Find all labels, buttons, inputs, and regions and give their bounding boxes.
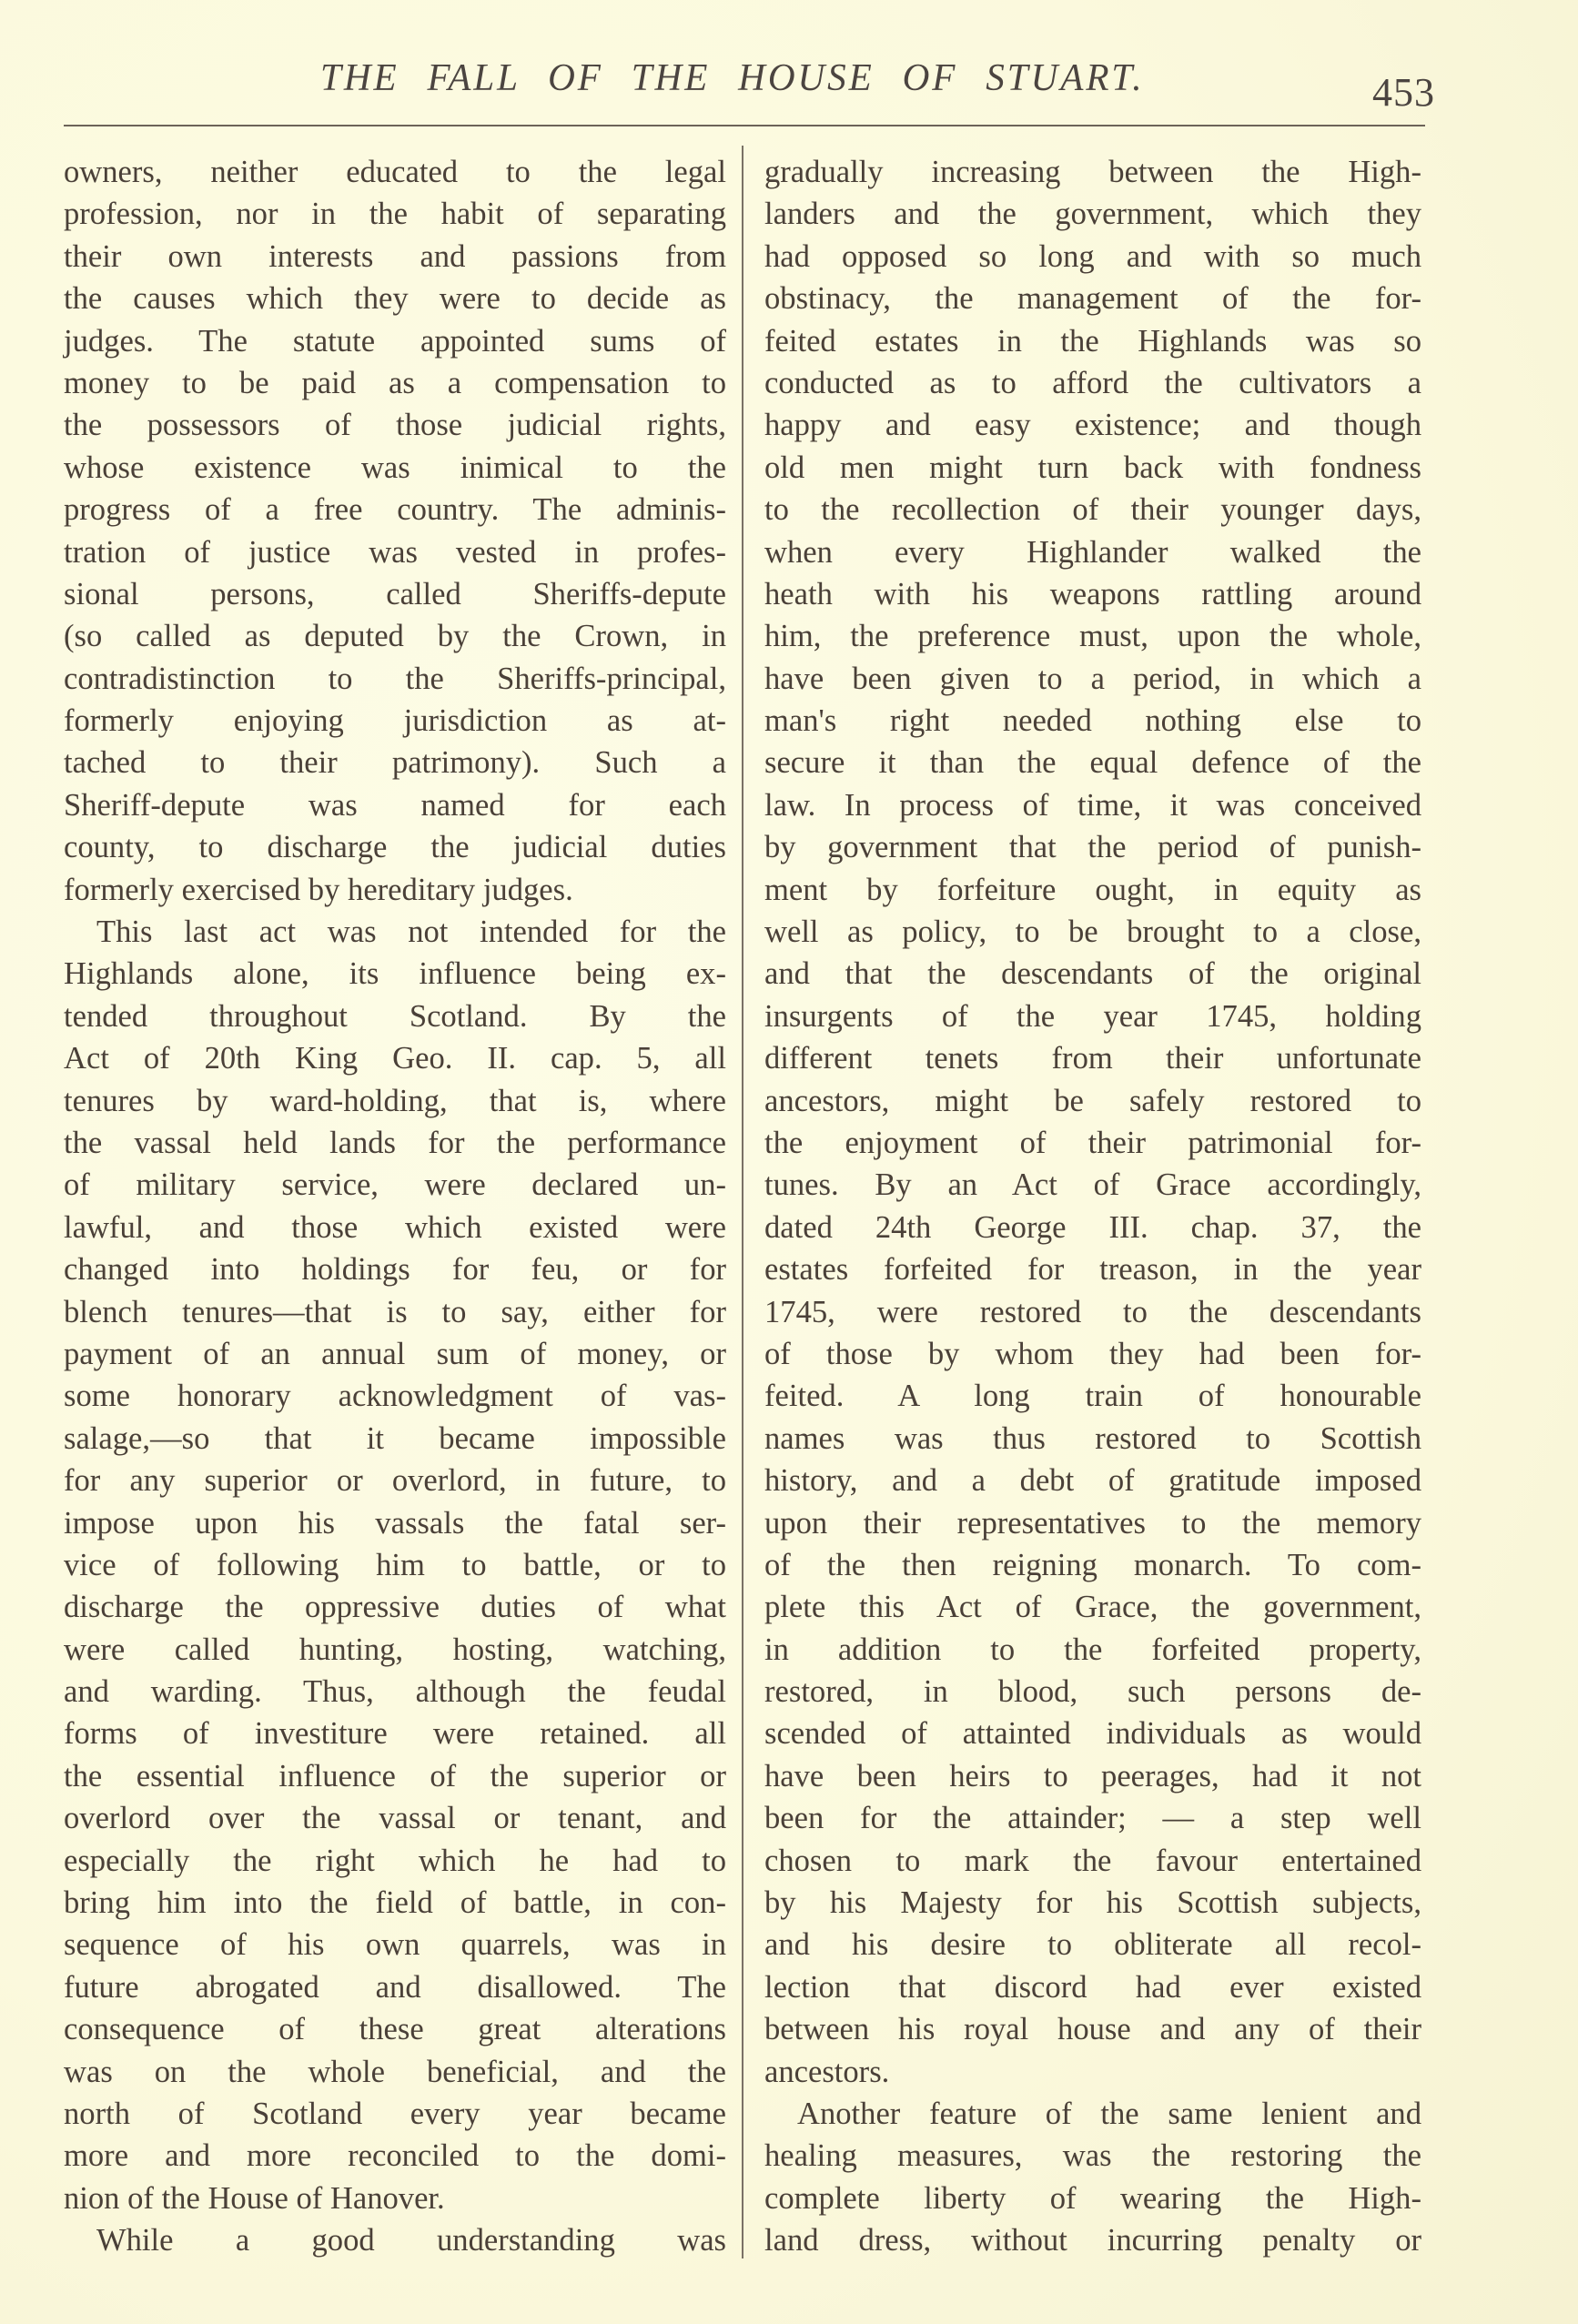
text-line: by government that the period of punish-: [764, 830, 1421, 865]
text-line: scended of attainted individuals as would: [764, 1716, 1421, 1752]
left-column: [64, 151, 726, 2262]
text-line: profession, nor in the habit of separating: [64, 197, 726, 232]
text-line: salage,—so that it became impossible: [64, 1420, 726, 1456]
text-line: old men might turn back with fondness: [764, 450, 1421, 485]
text-line: feited estates in the Highlands was so: [764, 323, 1421, 359]
text-line: land dress, without incurring penalty or: [764, 2223, 1421, 2258]
text-line: the enjoyment of their patrimonial for-: [764, 1125, 1421, 1160]
text-line: upon their representatives to the memory: [764, 1505, 1421, 1541]
text-line: plete this Act of Grace, the government,: [764, 1590, 1421, 1625]
text-line: blench tenures—that is to say, either for: [64, 1294, 726, 1329]
text-line: payment of an annual sum of money, or: [64, 1336, 726, 1371]
text-line: were called hunting, hosting, watching,: [64, 1632, 726, 1667]
text-line: the causes which they were to decide as: [64, 281, 726, 317]
text-line: county, to discharge the judicial duties: [64, 830, 726, 865]
text-line: healing measures, was the restoring the: [764, 2138, 1421, 2174]
text-line: sequence of his own quarrels, was in: [64, 1927, 726, 1963]
text-line: more and more reconciled to the domi-: [64, 2138, 726, 2174]
right-column: [764, 151, 1421, 2262]
text-line: for any superior or overlord, in future, to: [64, 1463, 726, 1499]
text-line: especially the right which he had to: [64, 1843, 726, 1878]
text-line: and his desire to obliterate all recol-: [764, 1927, 1421, 1963]
text-line: tached to their patrimony). Such a: [64, 745, 726, 781]
text-line: gradually increasing between the High-: [764, 155, 1421, 189]
text-line: well as policy, to be brought to a close,: [764, 914, 1421, 950]
text-line: future abrogated and disallowed. The: [64, 1969, 726, 2005]
text-line: insurgents of the year 1745, holding: [764, 998, 1421, 1034]
text-line: feited. A long train of honourable: [764, 1379, 1421, 1414]
text-line: nion of the House of Hanover.: [64, 2180, 445, 2216]
text-line: forms of investiture were retained. all: [64, 1716, 726, 1752]
text-line: tended throughout Scotland. By the: [64, 998, 726, 1034]
text-line: Act of 20th King Geo. II. cap. 5, all: [64, 1041, 726, 1076]
text-line: ment by forfeiture ought, in equity as: [764, 872, 1421, 907]
text-line: to the recollection of their younger days,: [764, 492, 1421, 528]
text-line: (so called as deputed by the Crown, in: [64, 619, 726, 654]
text-line: between his royal house and any of their: [764, 2012, 1421, 2047]
text-line: and that the descendants of the original: [764, 956, 1421, 992]
text-line: bring him into the field of battle, in con-: [64, 1885, 726, 1921]
text-line: money to be paid as a compensation to: [64, 365, 726, 400]
text-line: chosen to mark the favour entertained: [764, 1843, 1421, 1878]
text-line: ancestors.: [764, 2054, 890, 2089]
text-line: dated 24th George III. chap. 37, the: [764, 1209, 1421, 1245]
text-line: by his Majesty for his Scottish subjects,: [764, 1885, 1421, 1921]
text-line: discharge the oppressive duties of what: [64, 1590, 726, 1625]
text-line: and warding. Thus, although the feudal: [64, 1674, 726, 1710]
text-line: happy and easy existence; and though: [764, 408, 1421, 443]
text-line: secure it than the equal defence of the: [764, 745, 1421, 781]
text-line: when every Highlander walked the: [764, 534, 1421, 570]
text-line: contradistinction to the Sheriffs-principal,: [64, 661, 726, 696]
text-line: had opposed so long and with so much: [764, 238, 1421, 274]
text-line: been for the attainder; — a step well: [764, 1801, 1421, 1836]
text-line: heath with his weapons rattling around: [764, 576, 1421, 611]
text-line: have been given to a period, in which a: [764, 661, 1421, 696]
text-line: restored, in blood, such persons de-: [764, 1674, 1421, 1710]
text-line: whose existence was inimical to the: [64, 450, 726, 485]
text-line: of the then reigning monarch. To com-: [764, 1547, 1421, 1582]
text-line: judges. The statute appointed sums of: [64, 323, 726, 359]
text-line: formerly enjoying jurisdiction as at-: [64, 703, 726, 739]
text-line: man's right needed nothing else to: [764, 703, 1421, 739]
text-line: north of Scotland every year became: [64, 2096, 726, 2131]
header-rule: [64, 125, 1425, 126]
text-line: 1745, were restored to the descendants: [764, 1294, 1421, 1329]
text-line: complete liberty of wearing the High-: [764, 2180, 1421, 2216]
text-line: sional persons, called Sheriffs-depute: [64, 576, 726, 611]
text-line: estates forfeited for treason, in the year: [764, 1252, 1421, 1288]
text-line: Sheriff-depute was named for each: [64, 787, 726, 823]
text-line: ancestors, might be safely restored to: [764, 1083, 1421, 1118]
text-line: tration of justice was vested in profes-: [64, 534, 726, 570]
text-line: some honorary acknowledgment of vas-: [64, 1379, 726, 1414]
text-line: overlord over the vassal or tenant, and: [64, 1801, 726, 1836]
paragraph-start-line: Another feature of the same lenient and: [797, 2096, 1421, 2131]
text-line: of those by whom they had been for-: [764, 1336, 1421, 1371]
text-line: was on the whole beneficial, and the: [64, 2054, 726, 2089]
column-divider: [742, 146, 743, 2258]
text-line: him, the preference must, upon the whole,: [764, 619, 1421, 654]
text-line: of military service, were declared un-: [64, 1167, 726, 1203]
text-line: lection that discord had ever existed: [764, 1969, 1421, 2005]
text-line: formerly exercised by hereditary judges.: [64, 872, 573, 907]
paragraph-start-line: This last act was not intended for the: [96, 914, 726, 950]
text-line: names was thus restored to Scottish: [764, 1420, 1421, 1456]
text-line: vice of following him to battle, or to: [64, 1547, 726, 1582]
paragraph-start-line: While a good understanding was: [96, 2223, 726, 2258]
text-line: law. In process of time, it was conceived: [764, 787, 1421, 823]
text-line: the essential influence of the superior or: [64, 1758, 726, 1794]
running-title: THE FALL OF THE HOUSE OF STUART.: [320, 57, 1145, 99]
page-number: 453: [1372, 70, 1435, 115]
text-line: their own interests and passions from: [64, 238, 726, 274]
text-line: tenures by ward-holding, that is, where: [64, 1083, 726, 1118]
text-line: conducted as to afford the cultivators a: [764, 365, 1421, 400]
text-line: the vassal held lands for the performance: [64, 1125, 726, 1160]
text-line: in addition to the forfeited property,: [764, 1632, 1421, 1667]
text-line: owners, neither educated to the legal: [64, 155, 726, 189]
page-header: [0, 0, 1578, 136]
text-line: lawful, and those which existed were: [64, 1209, 726, 1245]
text-line: consequence of these great alterations: [64, 2012, 726, 2047]
text-line: Highlands alone, its influence being ex-: [64, 956, 726, 992]
text-line: the possessors of those judicial rights,: [64, 408, 726, 443]
text-line: different tenets from their unfortunate: [764, 1041, 1421, 1076]
text-line: impose upon his vassals the fatal ser-: [64, 1505, 726, 1541]
text-line: landers and the government, which they: [764, 197, 1421, 232]
text-line: changed into holdings for feu, or for: [64, 1252, 726, 1288]
text-line: tunes. By an Act of Grace accordingly,: [764, 1167, 1421, 1203]
text-line: have been heirs to peerages, had it not: [764, 1758, 1421, 1794]
text-line: progress of a free country. The adminis-: [64, 492, 726, 528]
text-line: obstinacy, the management of the for-: [764, 281, 1421, 317]
text-line: history, and a debt of gratitude imposed: [764, 1463, 1421, 1499]
